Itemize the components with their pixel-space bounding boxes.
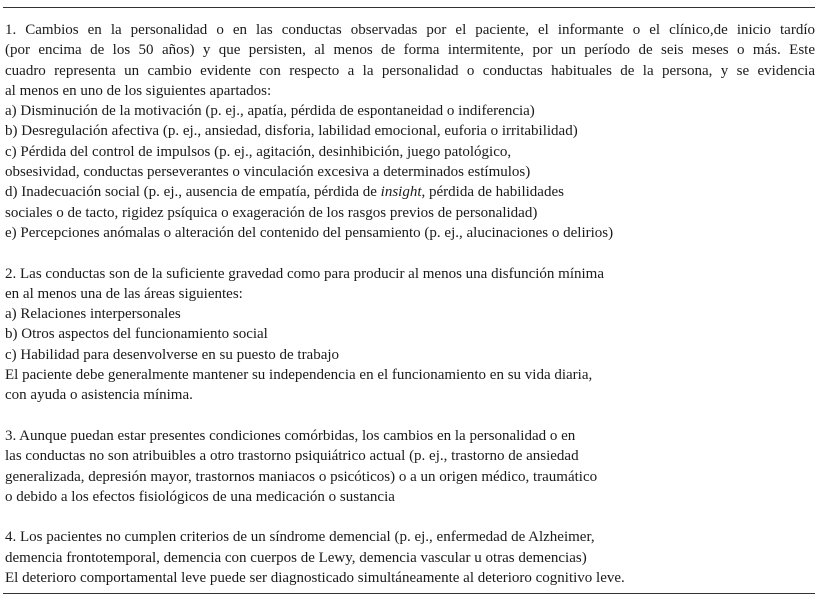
criterion-3-line-4: o debido a los efectos fisiológicos de una medicación o sustancia <box>5 488 395 505</box>
criterion-1-item-a: a) Disminución de la motivación (p. ej., apatía, pérdida de espontaneidad o indiferencia) <box>5 103 535 120</box>
criterion-1-item-d-cont: sociales o de tacto, rigidez psíquica o exageración de los rasgos previos de personalidad) <box>5 204 538 221</box>
spacer <box>5 243 817 263</box>
criteria-text <box>5 20 817 588</box>
criterion-2-item-b: b) Otros aspectos del funcionamiento social <box>5 326 268 343</box>
item-d-italic-term: insight <box>380 184 422 201</box>
spacer <box>5 406 817 426</box>
item-d-text-end: , pérdida de habilidades <box>421 184 564 201</box>
criterion-2 <box>5 264 817 406</box>
criterion-3-line-2: las conductas no son atribuibles a otro trastorno psiquiátrico actual (p. ej., trastorno de ansiedad <box>5 448 579 465</box>
criterion-2-line-1: 2. Las conductas son de la suficiente gravedad como para producir al menos una disfunción mínima <box>5 265 604 282</box>
criterion-2-item-c: c) Habilidad para desenvolverse en su puesto de trabajo <box>5 346 340 363</box>
criterion-1-line-3: cuadro representa un cambio evidente con respecto a la personalidad o conductas habituales de la persona, y se evidencia <box>5 62 815 79</box>
criterion-1-item-c: c) Pérdida del control de impulsos (p. ej., agitación, desinhibición, juego patológico, <box>5 143 512 160</box>
criterion-3-line-3: generalizada, depresión mayor, trastornos maniacos o psicóticos) o a un origen médico, traumático <box>5 468 598 485</box>
criterion-4-line-1: 4. Los pacientes no cumplen criterios de un síndrome demencial (p. ej., enfermedad de Alzheimer, <box>5 529 595 546</box>
criterion-1-line-1: 1. Cambios en la personalidad o en las conductas observadas por el paciente, el informante o el clínico,de inicio tardío <box>5 22 815 38</box>
criterion-2-item-a: a) Relaciones interpersonales <box>5 306 181 323</box>
criterion-3-line-1: 3. Aunque puedan estar presentes condiciones comórbidas, los cambios en la personalidad o en <box>5 427 576 444</box>
top-rule <box>3 7 815 8</box>
criterion-4-line-2: demencia frontotemporal, demencia con cuerpos de Lewy, demencia vascular u otras demencias) <box>5 549 587 566</box>
spacer <box>5 507 817 527</box>
criterion-1-item-b: b) Desregulación afectiva (p. ej., ansiedad, disforia, labilidad emocional, euforia o irritabilidad) <box>5 123 578 140</box>
criterion-3 <box>5 426 817 507</box>
criterion-1-item-d <box>5 182 817 202</box>
criterion-4 <box>5 527 817 588</box>
criterion-1-line-2: (por encima de los 50 años) y que persisten, al menos de forma intermitente, por un período de seis meses o más. Este <box>5 42 815 59</box>
criterion-1-line-4: al menos en uno de los siguientes apartados: <box>5 82 272 99</box>
criterion-1-item-c-cont: obsesividad, conductas perseverantes o vinculación excesiva a determinados estímulos) <box>5 164 531 181</box>
item-d-text-start: d) Inadecuación social (p. ej., ausencia de empatía, pérdida de <box>5 184 381 201</box>
criterion-2-line-6: El paciente debe generalmente mantener su independencia en el funcionamiento en su vida diaria, <box>5 367 593 384</box>
bottom-rule <box>3 593 815 594</box>
criterion-2-line-2: en al menos una de las áreas siguientes: <box>5 285 243 302</box>
criterion-2-line-7: con ayuda o asistencia mínima. <box>5 387 193 404</box>
criterion-4-line-3: El deterioro comportamental leve puede ser diagnosticado simultáneamente al deterioro cognitivo leve. <box>5 570 625 587</box>
criterion-1 <box>5 20 817 243</box>
criterion-1-item-e: e) Percepciones anómalas o alteración del contenido del pensamiento (p. ej., alucinaciones o delirios) <box>5 224 614 241</box>
